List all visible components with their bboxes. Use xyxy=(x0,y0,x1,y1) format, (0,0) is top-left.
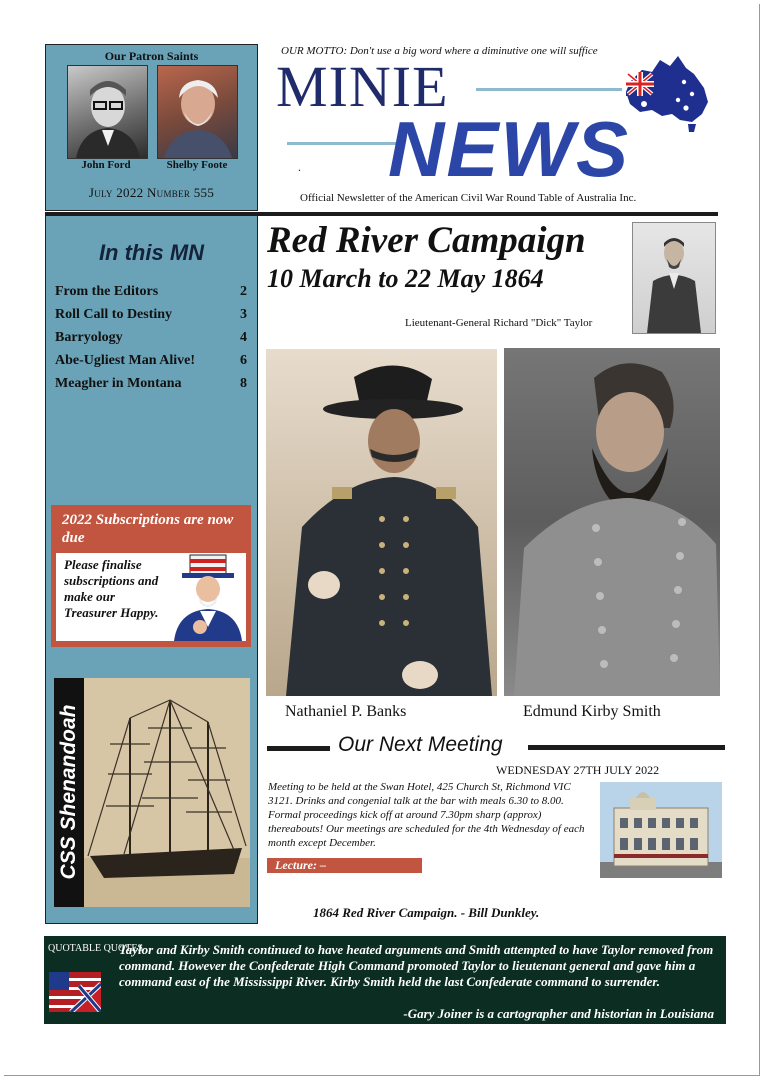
subscriptions-title: 2022 Subscriptions are now due xyxy=(62,512,234,546)
meeting-date: WEDNESDAY 27TH JULY 2022 xyxy=(496,763,660,777)
lecture-title: 1864 Red River Campaign. - Bill Dunkley. xyxy=(313,905,540,920)
swan-hotel-photo xyxy=(600,782,722,878)
toc-item[interactable] xyxy=(55,372,247,395)
confederate-union-flag-icon xyxy=(49,972,101,1012)
toc-item-page: 6 xyxy=(240,353,247,368)
masthead-rule xyxy=(476,88,622,91)
richard-taylor-photo xyxy=(632,222,716,334)
quotable-quotes-strip xyxy=(44,936,726,1024)
taylor-caption: Lieutenant-General Richard "Dick" Taylor xyxy=(405,317,593,329)
ship-label: CSS Shenandoah xyxy=(57,704,80,880)
toc-item[interactable] xyxy=(55,326,247,349)
css-shenandoah-panel xyxy=(54,678,250,907)
article-headline: Red River Campaign xyxy=(267,220,586,261)
patron-name-john-ford: John Ford xyxy=(81,159,131,171)
banks-caption: Nathaniel P. Banks xyxy=(285,703,407,720)
motto: OUR MOTTO: Don't use a big word where a diminutive one will suffice xyxy=(281,45,598,57)
uncle-sam-icon xyxy=(170,553,246,641)
toc-item-page: 8 xyxy=(240,376,247,391)
left-sidebar xyxy=(45,216,258,924)
article-dates: 10 March to 22 May 1864 xyxy=(267,264,544,293)
toc-item-page: 2 xyxy=(240,284,247,299)
meeting-details: Meeting to be held at the Swan Hotel, 425 Church St, Richmond VIC 3121. Drinks and congenial talk at the bar with meals 6.30 to 8.00. Formal proceedings kick off at around 7.30pm sharp (approx) thereabouts! Our meetings are scheduled for the 4th Wednesday of each month except December. xyxy=(268,781,585,849)
toc-item-label: Meagher in Montana xyxy=(55,376,182,391)
quote-text: Taylor and Kirby Smith continued to have heated arguments and Smith attempted to have Taylor removed from command. However the Confederate High Command promoted Taylor to lieutenant general and gave him a command east of the Mississippi River. Kirby Smith held the last Confederate command to surrender. xyxy=(119,942,714,989)
masthead-title-news: NEWS xyxy=(388,105,630,193)
subscriptions-text: Please finalise subscriptions and make our Treasurer Happy. xyxy=(64,557,159,620)
meeting-rule xyxy=(267,746,330,751)
nathaniel-banks-photo xyxy=(266,349,497,696)
sailing-ship-icon xyxy=(84,678,250,907)
issue-number: July 2022 Number 555 xyxy=(88,185,215,200)
toc-item[interactable] xyxy=(55,280,247,303)
toc-item-label: Barryology xyxy=(55,330,123,345)
toc-item-label: From the Editors xyxy=(55,284,159,299)
lecture-label: Lecture: – xyxy=(267,858,422,873)
masthead-title-minie: MINIE xyxy=(276,54,449,119)
subscriptions-notice xyxy=(51,505,251,647)
subscriptions-panel xyxy=(56,553,246,641)
patron-name-shelby-foote: Shelby Foote xyxy=(166,159,228,171)
shelby-foote-photo xyxy=(157,65,238,159)
toc-item-page: 4 xyxy=(240,330,247,345)
toc-item-page: 3 xyxy=(240,307,247,322)
masthead-dot: . xyxy=(298,160,301,174)
australia-flag-map-icon xyxy=(622,52,712,134)
edmund-kirby-smith-photo xyxy=(504,348,720,696)
john-ford-photo xyxy=(67,65,148,159)
meeting-rule xyxy=(528,745,725,750)
patron-saints-title: Our Patron Saints xyxy=(104,49,199,63)
quotable-quotes-label: QUOTABLE QUOTES xyxy=(48,943,144,954)
patron-saints-box xyxy=(45,44,258,211)
official-newsletter-line: Official Newsletter of the American Civil War Round Table of Australia Inc. xyxy=(300,192,637,204)
toc-item[interactable] xyxy=(55,349,247,372)
meeting-heading: Our Next Meeting xyxy=(338,733,503,756)
quote-attribution: -Gary Joiner is a cartographer and historian in Louisiana xyxy=(403,1006,714,1021)
toc-heading: In this MN xyxy=(98,240,205,265)
table-of-contents xyxy=(55,280,247,395)
toc-item-label: Roll Call to Destiny xyxy=(55,307,173,322)
toc-item[interactable] xyxy=(55,303,247,326)
toc-item-label: Abe-Ugliest Man Alive! xyxy=(55,353,195,368)
kirby-smith-caption: Edmund Kirby Smith xyxy=(523,703,661,720)
